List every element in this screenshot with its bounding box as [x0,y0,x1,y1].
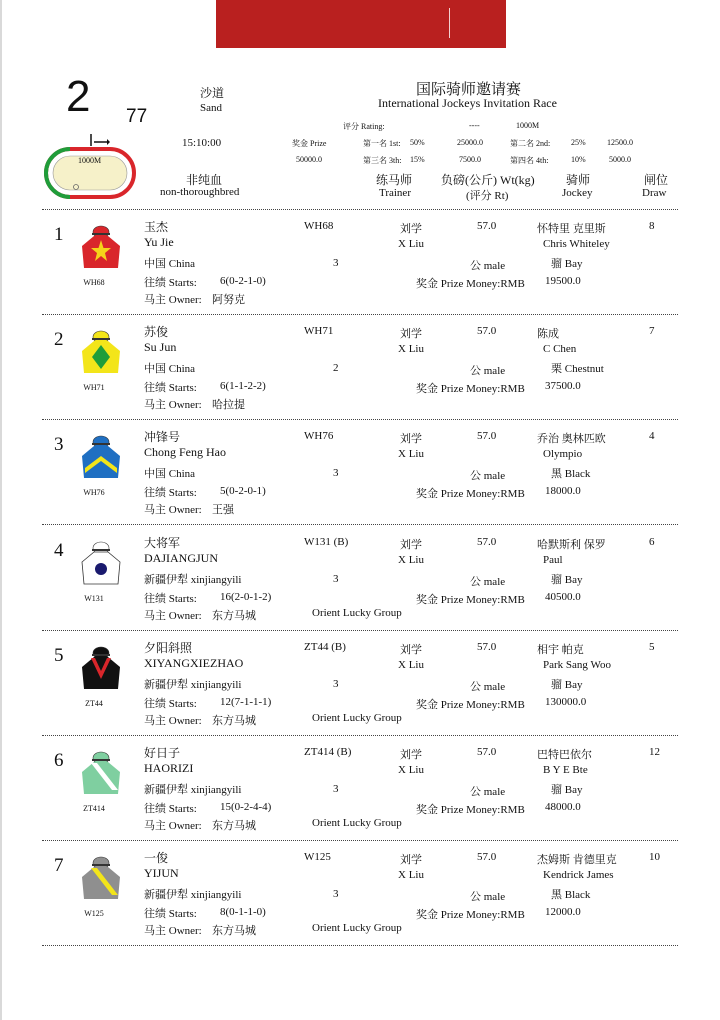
trainer-en: X Liu [398,658,424,671]
prize-money: 40500.0 [545,590,581,603]
prize-money-label: 奖金 Prize Money:RMB [416,278,525,290]
horse-origin: 新疆伊犁 xinjiangyili [144,678,242,691]
starts-record: 16(2-0-1-2) [220,590,272,603]
second-amount: 12500.0 [607,138,633,147]
weight: 57.0 [477,430,497,443]
owner-cn: 东方马城 [212,925,256,938]
horse-origin: 中国 China [144,258,196,270]
col-draw-en: Draw [642,187,667,199]
horse-code-full: ZT44 (B) [304,640,346,653]
trainer-cn: 刘学 [400,328,422,341]
jockey-silks-icon [78,645,124,695]
owner-cn: 东方马城 [212,714,256,727]
trainer-cn: 刘学 [400,433,422,446]
header-banner [216,0,506,48]
jockey-cn: 怀特里 克里斯 [537,223,606,235]
starts-label: 往绩 Starts: [144,592,197,605]
starts-record: 5(0-2-0-1) [220,485,266,498]
banner-divider [449,8,450,38]
col-draw-cn: 闸位 [644,173,669,187]
sex: 公 male [470,260,506,272]
starts-label: 往绩 Starts: [144,487,197,500]
prize-money: 12000.0 [545,906,581,919]
horse-name-en: Yu Jie [144,235,174,249]
horse-code: W131 [84,593,104,603]
col-weight-en: (评分 Rt) [466,190,509,202]
owner-cn: 东方马城 [212,820,256,832]
prize-money-label: 奖金 Prize Money:RMB [416,488,525,501]
prize-money: 19500.0 [545,275,581,287]
horse-name-en: DAJIANGJUN [144,550,218,565]
draw: 6 [649,535,655,548]
surface-cn: 沙道 [200,86,225,100]
prize-money: 130000.0 [545,695,587,708]
breed-cn: 非纯血 [186,173,223,187]
second-pct: 25% [571,138,586,147]
trainer-en: X Liu [398,553,424,566]
horse-code-full: WH68 [304,220,334,232]
starts-record: 6(1-1-2-2) [220,380,266,393]
owner-label: 马主 Owner: [144,820,202,832]
runner-number: 3 [54,434,64,456]
jockey-silks-icon [78,750,124,800]
starts-record: 8(0-1-1-0) [220,906,266,919]
race-subnumber: 77 [126,106,148,127]
surface-en: Sand [200,102,222,114]
owner-label: 马主 Owner: [144,294,202,306]
trainer-cn: 刘学 [400,538,422,551]
horse-code: WH68 [83,278,105,287]
runner-row [0,738,720,843]
prize-money: 48000.0 [545,801,581,813]
runner-row [0,633,720,738]
jockey-en: Olympio [543,448,583,461]
draw: 5 [649,640,655,653]
jockey-silks-icon [78,329,124,379]
trainer-cn: 刘学 [400,643,422,656]
jockey-en: Kendrick James [543,869,614,882]
rating-value: 3 [333,572,339,585]
jockey-silks-icon [78,540,124,590]
col-jockey-cn: 骑师 [566,173,591,187]
first-amount: 25000.0 [457,138,483,147]
rating-value: 2 [333,362,339,375]
row-divider [42,419,678,420]
owner-en: Orient Lucky Group [312,817,402,829]
sex: 公 male [470,575,506,588]
trainer-en: X Liu [398,869,424,882]
rating-value: 3 [333,888,339,901]
sex: 公 male [470,891,506,904]
col-jockey-en: Jockey [562,187,593,199]
jockey-silks-icon [78,224,124,274]
owner-en: Orient Lucky Group [312,922,402,935]
horse-code-full: W131 (B) [304,535,349,548]
runner-row [0,843,720,948]
owner-cn: 哈拉提 [212,399,245,412]
weight: 57.0 [477,851,497,864]
horse-code-full: WH71 [304,325,334,338]
draw: 10 [649,851,660,864]
jockey-cn: 相宇 帕克 [537,643,584,656]
owner-label: 马主 Owner: [144,714,202,727]
fourth-amount: 5000.0 [609,155,631,164]
owner-cn: 王强 [212,504,234,517]
weight: 57.0 [477,220,497,232]
rating-value: 3 [333,677,339,690]
sex: 公 male [470,786,506,798]
draw: 12 [649,746,660,758]
horse-code-full: ZT414 (B) [304,746,352,758]
runner-row [0,422,720,527]
jockey-cn: 陈成 [537,328,559,341]
direction-arrow-icon [88,132,110,148]
weight: 57.0 [477,325,497,338]
starts-record: 15(0-2-4-4) [220,801,272,813]
horse-name-cn: 大将军 [144,535,181,550]
row-divider [42,735,678,736]
horse-name-cn: 苏俊 [144,325,169,340]
trainer-en: X Liu [398,448,424,461]
row-divider [42,314,678,315]
prize-money-label: 奖金 Prize Money:RMB [416,909,525,922]
row-divider [42,840,678,841]
jockey-en: Park Sang Woo [543,658,611,671]
owner-label: 马主 Owner: [144,609,202,622]
runner-row [0,317,720,422]
weight: 57.0 [477,640,497,653]
first-label: 第一名 1st: [363,139,401,148]
horse-code-full: WH76 [304,430,334,443]
horse-name-cn: 玉杰 [144,220,169,234]
horse-color: 黑 Black [551,468,591,481]
rating-label: 评分 Rating: [343,122,385,131]
race-number: 2 [66,72,91,121]
jockey-cn: 巴特巴依尔 [537,749,592,761]
horse-origin: 中国 China [144,363,196,376]
jockey-en: C Chen [543,343,577,356]
race-distance: 1000M [516,121,540,130]
prize-money: 37500.0 [545,380,581,393]
breed-en: non-thoroughbred [160,186,240,198]
rating-value: ---- [469,121,480,130]
horse-name-cn: 冲锋号 [144,430,181,445]
owner-label: 马主 Owner: [144,504,202,517]
jockey-en: Paul [543,553,563,566]
fourth-label: 第四名 4th: [510,156,549,165]
jockey-cn: 哈默斯利 保罗 [537,538,606,551]
track-diagram-icon [44,147,136,199]
starts-record: 6(0-2-1-0) [220,275,266,287]
horse-name-en: YIJUN [144,866,179,881]
trainer-en: X Liu [398,343,424,356]
horse-code: ZT414 [83,804,105,813]
starts-label: 往绩 Starts: [144,908,197,921]
horse-name-en: Su Jun [144,340,177,355]
second-label: 第二名 2nd: [510,139,551,148]
race-title-cn: 国际骑师邀请赛 [416,82,522,98]
horse-color: 骝 Bay [551,258,583,270]
horse-code: W125 [84,909,104,919]
fourth-pct: 10% [571,155,586,164]
rating-value: 3 [333,257,339,269]
sex: 公 male [470,365,506,378]
draw: 4 [649,430,655,443]
owner-en: Orient Lucky Group [312,606,402,619]
owner-label: 马主 Owner: [144,399,202,412]
prize-money-label: 奖金 Prize Money:RMB [416,804,525,816]
horse-name-cn: 一俊 [144,851,169,866]
horse-origin: 新疆伊犁 xinjiangyili [144,784,242,796]
runner-number: 7 [54,855,64,877]
runner-number: 4 [54,539,64,561]
third-pct: 15% [410,155,425,164]
runner-number: 2 [54,329,64,351]
col-weight-cn: 负磅(公斤) Wt(kg) [441,173,535,187]
horse-code-full: W125 [304,851,331,864]
jockey-cn: 杰姆斯 肯德里克 [537,854,617,867]
prize-total: 50000.0 [296,155,322,164]
prize-money-label: 奖金 Prize Money:RMB [416,593,525,606]
weight: 57.0 [477,535,497,548]
starts-label: 往绩 Starts: [144,803,197,815]
horse-origin: 新疆伊犁 xinjiangyili [144,573,242,586]
jockey-silks-icon [78,434,124,484]
horse-code: WH76 [83,488,105,498]
prize-money: 18000.0 [545,485,581,498]
horse-code: WH71 [83,383,105,393]
owner-cn: 东方马城 [212,609,256,622]
weight: 57.0 [477,746,497,758]
rating-value: 3 [333,783,339,795]
horse-name-en: Chong Feng Hao [144,445,226,460]
sex: 公 male [470,680,506,693]
rating-value: 3 [333,467,339,480]
third-label: 第三名 3th: [363,156,402,165]
horse-color: 黑 Black [551,889,591,902]
trainer-cn: 刘学 [400,749,422,761]
runner-row [0,212,720,317]
horse-color: 骝 Bay [551,678,583,691]
trainer-en: X Liu [398,238,424,250]
horse-name-cn: 夕阳斜照 [144,640,193,655]
horse-origin: 新疆伊犁 xinjiangyili [144,889,242,902]
horse-color: 骝 Bay [551,573,583,586]
row-divider [42,945,678,946]
prize-money-label: 奖金 Prize Money:RMB [416,383,525,396]
prize-money-label: 奖金 Prize Money:RMB [416,698,525,711]
owner-cn: 阿努克 [212,294,245,306]
header-divider [42,209,678,210]
row-divider [42,630,678,631]
horse-origin: 中国 China [144,468,196,481]
runner-number: 1 [54,224,64,245]
jockey-en: Chris Whiteley [543,238,610,250]
runner-number: 6 [54,750,64,771]
row-divider [42,524,678,525]
race-time: 15:10:00 [182,137,222,149]
runner-row [0,528,720,633]
third-amount: 7500.0 [459,155,481,164]
owner-label: 马主 Owner: [144,925,202,938]
prize-label: 奖金 Prize [292,139,327,148]
jockey-cn: 乔治 奥林匹欧 [537,433,606,446]
horse-color: 栗 Chestnut [551,363,604,376]
starts-label: 往绩 Starts: [144,277,197,289]
starts-record: 12(7-1-1-1) [220,695,272,708]
draw: 7 [649,325,655,338]
trainer-cn: 刘学 [400,854,422,867]
horse-name-en: HAORIZI [144,761,194,775]
horse-name-en: XIYANGXIEZHAO [144,655,244,670]
jockey-silks-icon [78,855,124,905]
first-pct: 50% [410,138,425,147]
runner-number: 5 [54,644,64,666]
horse-code: ZT44 [85,698,103,708]
col-trainer-cn: 练马师 [376,173,413,187]
track-distance-label: 1000M [78,156,102,165]
trainer-en: X Liu [398,764,424,776]
sex: 公 male [470,470,506,483]
starts-label: 往绩 Starts: [144,382,197,395]
horse-color: 骝 Bay [551,784,583,796]
horse-name-cn: 好日子 [144,746,181,760]
col-trainer-en: Trainer [379,187,411,199]
trainer-cn: 刘学 [400,223,422,235]
starts-label: 往绩 Starts: [144,697,197,710]
draw: 8 [649,220,655,232]
owner-en: Orient Lucky Group [312,711,402,724]
jockey-en: B Y E Bte [543,764,588,776]
race-title-en: International Jockeys Invitation Race [378,96,557,110]
